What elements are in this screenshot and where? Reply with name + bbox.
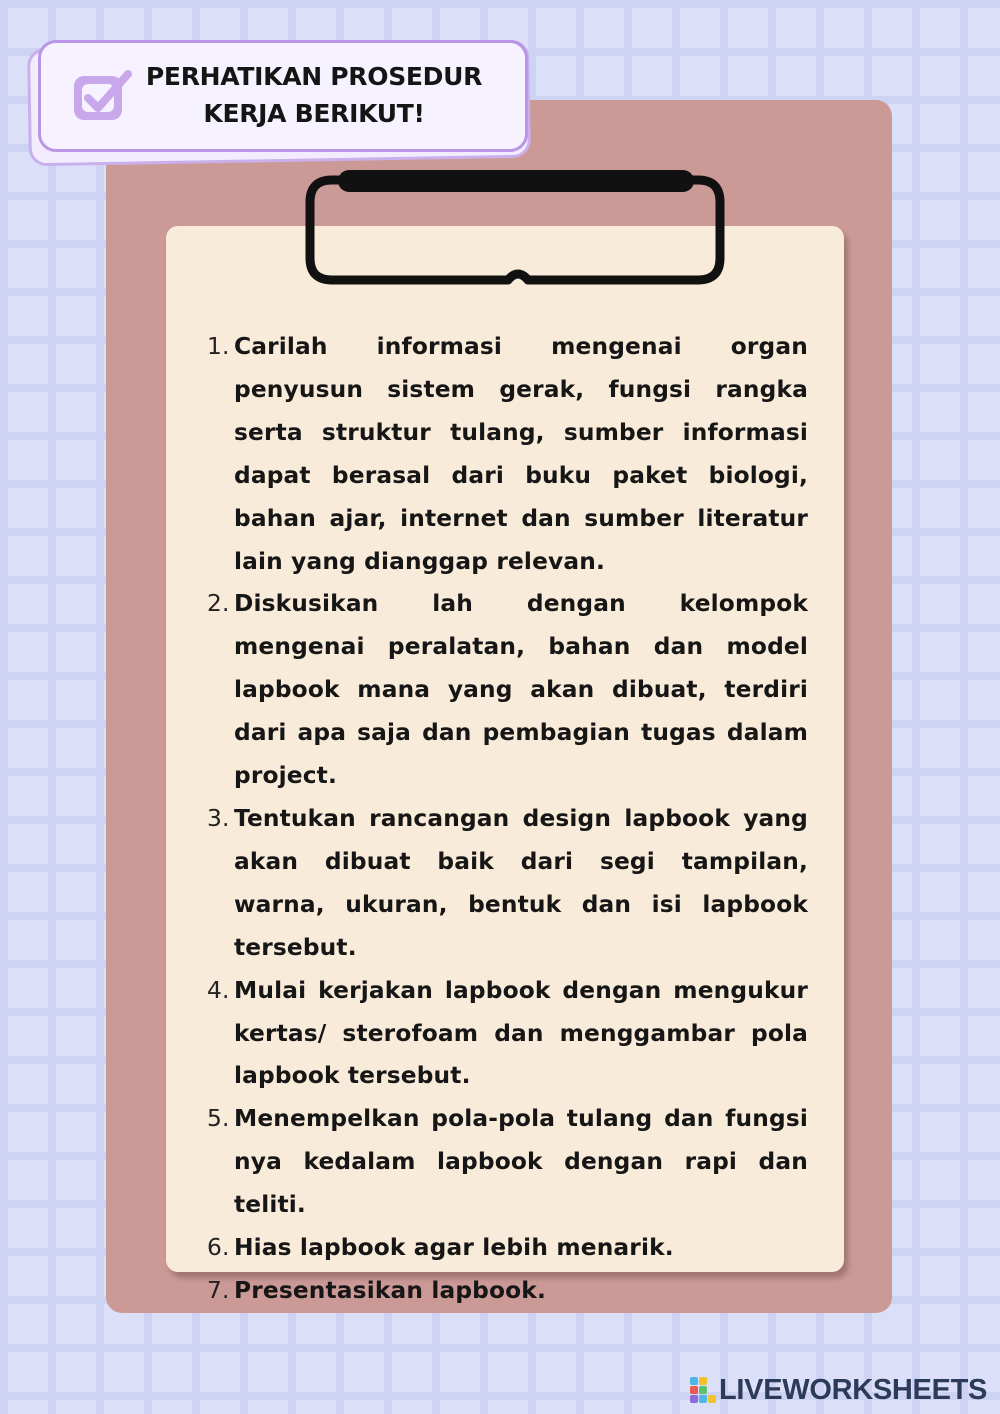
step-number: 1. <box>207 333 230 360</box>
step-number: 6. <box>207 1234 230 1262</box>
procedure-step <box>204 970 808 1099</box>
clipboard-clip-icon <box>300 162 730 292</box>
step-text: Carilah informasi mengenai organ penyusun sistem gerak, fungsi rangka serta struktur tulang, sumber informasi dapat berasal dari buku paket biologi, bahan ajar, internet dan sumber literatur lain yang dianggap relevan. <box>234 333 808 575</box>
procedure-step <box>204 583 808 798</box>
procedure-step <box>204 326 808 583</box>
liveworksheets-mark-icon <box>690 1377 716 1403</box>
step-text: Diskusikan lah dengan kelompok mengenai peralatan, bahan dan model lapbook mana yang akan dibuat, terdiri dari apa saja dan pembagian tugas dalam project. <box>234 590 808 790</box>
step-text: Menempelkan pola-pola tulang dan fungsi nya kedalam lapbook dengan rapi dan teliti. <box>234 1105 808 1219</box>
step-text: Hias lapbook agar lebih menarik. <box>234 1234 674 1262</box>
step-text: Tentukan rancangan design lapbook yang akan dibuat baik dari segi tampilan, warna, ukuran, bentuk dan isi lapbook tersebut. <box>234 804 808 961</box>
procedure-step <box>204 1227 808 1270</box>
procedure-step <box>204 1098 808 1227</box>
procedure-step <box>204 798 808 970</box>
step-number: 7. <box>207 1276 230 1304</box>
step-number: 4. <box>207 976 230 1004</box>
step-text: Mulai kerjakan lapbook dengan mengukur kertas/ sterofoam dan menggambar pola lapbook tersebut. <box>234 976 808 1090</box>
page-title <box>140 58 488 132</box>
page-title-line-1: PERHATIKAN PROSEDUR <box>145 62 483 91</box>
step-number: 5. <box>207 1105 230 1133</box>
checkbox-icon <box>70 66 134 126</box>
procedure-step <box>204 1270 808 1313</box>
step-text: Presentasikan lapbook. <box>234 1276 546 1304</box>
procedure-list <box>204 326 808 1313</box>
step-number: 3. <box>207 804 230 832</box>
liveworksheets-brand-text: LIVEWORKSHEETS <box>719 1373 988 1406</box>
step-number: 2. <box>207 590 230 618</box>
page-title-line-2: KERJA BERIKUT! <box>203 99 425 128</box>
liveworksheets-logo[interactable] <box>690 1373 987 1407</box>
